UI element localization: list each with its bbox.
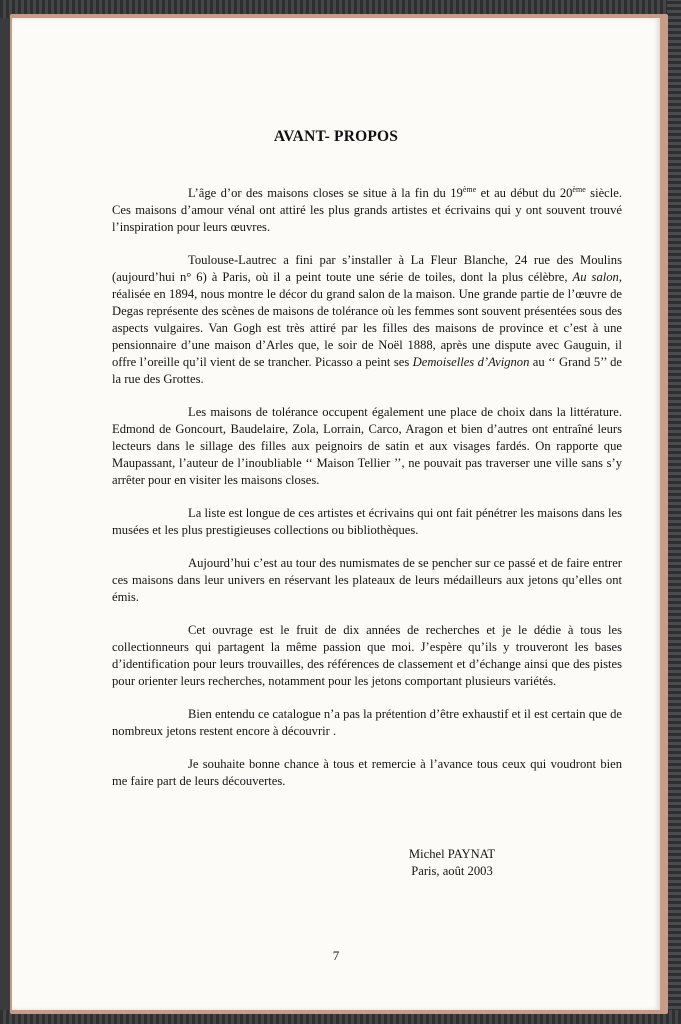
paragraph-3: Les maisons de tolérance occupent également une place de choix dans la littérature. Edmond de Goncourt, Baudelaire, Zola, Lorrain, Carco, Aragon et bien d’autres ont entraîné leurs lecteurs dans le sillage des filles aux peignoirs de satin et aux visages fardés. On rapporte que Maupassant, l’auteur de l’inoubliable ‘‘ Maison Tellier ’’, ne pouvait pas traverser une ville sans s’y arrêter pour en visiter les maisons closes. bbox=[112, 405, 622, 487]
paragraph-2-part-b: , réalisée en 1894, nous montre le décor du grand salon de la maison. Une grande partie de l’œuvre de Degas représente des scènes de maisons de tolérance où les femmes sont souvent présentées sous des aspects vulgaires. Van Gogh est très attiré par les filles des maisons de province et c’est à une pensionnaire d’une maison d’Arles que, le soir de Noël 1888, après une dispute avec Gauguin, il offre l’oreille qu’il vient de se trancher. Picasso a peint ses bbox=[112, 270, 622, 369]
paragraph-2 bbox=[112, 252, 622, 388]
artwork-title-demoiselles: Demoiselles d’Avignon bbox=[412, 355, 530, 369]
place-date: Paris, août 2003 bbox=[411, 864, 493, 878]
body-text bbox=[112, 185, 622, 806]
page-title: AVANT- PROPOS bbox=[273, 128, 399, 145]
artwork-title-au-salon: Au salon bbox=[572, 270, 619, 284]
author-name: Michel PAYNAT bbox=[408, 847, 496, 861]
paragraph-1-part-b: et au début du 20 bbox=[476, 186, 573, 200]
page-number: 7 bbox=[332, 948, 340, 963]
paragraph-6: Cet ouvrage est le fruit de dix années de recherches et je le dédie à tous les collectionneurs qui partagent la même passion que moi. J’espère qu’ils y trouveront les bases d’identification pour leurs trouvailles, des références de classement et d’échange ainsi que des pistes pour orienter leurs recherches, notamment pour les jetons comportant plusieurs variétés. bbox=[112, 623, 622, 688]
paragraph-5: Aujourd’hui c’est au tour des numismates de se pencher sur ce passé et de faire entrer ces maisons dans leur univers en réservant les plateaux de leurs médailleurs aux jetons qu’elles ont émis. bbox=[112, 556, 622, 604]
signature-block bbox=[382, 846, 522, 880]
paragraph-1-part-a: L’âge d’or des maisons closes se situe à la fin du 19 bbox=[188, 186, 463, 200]
paragraph-2-part-c: au ‘‘ Grand 5’’ de la rue des Grottes. bbox=[112, 355, 622, 386]
paragraph-7: Bien entendu ce catalogue n’a pas la prétention d’être exhaustif et il est certain que de nombreux jetons restent encore à découvrir . bbox=[112, 707, 622, 738]
superscript-ordinal-2: ème bbox=[572, 184, 586, 194]
paragraph-4: La liste est longue de ces artistes et écrivains qui ont fait pénétrer les maisons dans les musées et les plus prestigieuses collections ou bibliothèques. bbox=[112, 506, 622, 537]
paragraph-8: Je souhaite bonne chance à tous et remercie à l’avance tous ceux qui voudront bien me faire part de leurs découvertes. bbox=[112, 757, 622, 788]
paragraph-2-part-a: Toulouse-Lautrec a fini par s’installer à La Fleur Blanche, 24 rue des Moulins (aujourd’hui n° 6) à Paris, où il a peint toute une série de toiles, dont la plus célèbre, bbox=[112, 253, 622, 284]
superscript-ordinal-1: ème bbox=[462, 184, 477, 194]
scan-background-right bbox=[667, 0, 681, 1024]
paragraph-1-part-c: siècle. Ces maisons d’amour vénal ont attiré les plus grands artistes et écrivains qui y ont souvent trouvé l’inspiration pour leurs œuvres. bbox=[112, 186, 622, 234]
document-page bbox=[12, 18, 660, 1010]
paragraph-1 bbox=[112, 185, 622, 236]
